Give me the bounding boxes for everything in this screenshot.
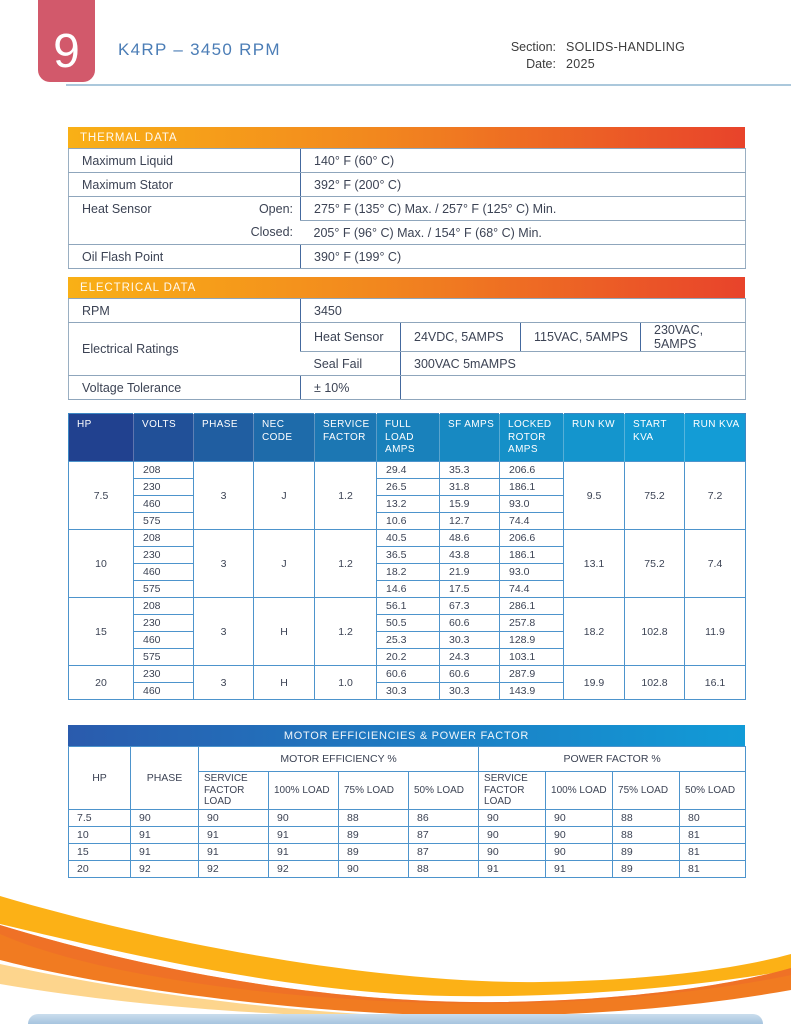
value-cell: 89 — [339, 826, 409, 843]
locked-rotor-amps-cell: 286.1 — [500, 598, 564, 615]
sf-amps-cell: 24.3 — [440, 649, 500, 666]
sub-column-header: SERVICE FACTOR LOAD — [479, 772, 546, 810]
column-header: FULL LOAD AMPS — [377, 414, 440, 462]
page-number-badge — [38, 0, 95, 82]
table-row — [69, 323, 746, 352]
value-cell: 90 — [546, 809, 613, 826]
volts-cell: 575 — [134, 649, 194, 666]
electrical-data-table — [68, 298, 746, 400]
sub-column-header: 50% LOAD — [680, 772, 746, 810]
value-cell: 90 — [479, 826, 546, 843]
seal-fail-label-cell: Seal Fail — [301, 352, 401, 376]
value-cell: ± 10% — [301, 376, 401, 400]
sf-amps-cell: 60.6 — [440, 666, 500, 683]
value-cell: 91 — [479, 860, 546, 877]
service-factor-cell: 1.2 — [315, 462, 377, 530]
value-cell: 81 — [680, 860, 746, 877]
full-load-amps-cell: 30.3 — [377, 683, 440, 700]
run-kva-cell: 16.1 — [685, 666, 746, 700]
phase-cell: 3 — [194, 666, 254, 700]
volts-cell: 208 — [134, 462, 194, 479]
column-header: RUN KVA — [685, 414, 746, 462]
start-kva-cell: 102.8 — [625, 598, 685, 666]
value-cell: 88 — [409, 860, 479, 877]
locked-rotor-amps-cell: 186.1 — [500, 547, 564, 564]
run-kw-cell: 18.2 — [564, 598, 625, 666]
value-cell: 89 — [339, 843, 409, 860]
closed-label: Closed: — [250, 225, 293, 239]
efficiency-table — [68, 746, 746, 878]
table-row — [69, 149, 746, 173]
table-row — [69, 666, 746, 683]
full-load-amps-cell: 36.5 — [377, 547, 440, 564]
heat-sensor-label-cell: Heat Sensor — [301, 323, 401, 352]
locked-rotor-amps-cell: 186.1 — [500, 479, 564, 496]
value-cell: 91 — [199, 843, 269, 860]
locked-rotor-amps-cell: 74.4 — [500, 581, 564, 598]
table-row — [69, 299, 746, 323]
motor-efficiency-group-header: MOTOR EFFICIENCY % — [199, 747, 479, 772]
table-row — [69, 826, 746, 843]
value-cell: 92 — [199, 860, 269, 877]
footer-blue-bar — [28, 1014, 763, 1024]
table-row — [69, 197, 746, 221]
full-load-amps-cell: 10.6 — [377, 513, 440, 530]
volts-cell: 230 — [134, 547, 194, 564]
table-row — [69, 530, 746, 547]
value-cell: 392° F (200° C) — [301, 173, 746, 197]
column-header: NEC CODE — [254, 414, 315, 462]
table-row — [69, 462, 746, 479]
empty-cell — [401, 376, 746, 400]
sub-column-header: 100% LOAD — [546, 772, 613, 810]
sub-column-header: 75% LOAD — [613, 772, 680, 810]
document-meta — [498, 40, 685, 71]
volts-cell: 575 — [134, 513, 194, 530]
run-kva-cell: 11.9 — [685, 598, 746, 666]
header-row — [69, 414, 746, 462]
value-cell: 89 — [613, 843, 680, 860]
nec-code-cell: J — [254, 462, 315, 530]
locked-rotor-amps-cell: 74.4 — [500, 513, 564, 530]
value-cell: 90 — [199, 809, 269, 826]
volts-cell: 460 — [134, 632, 194, 649]
phase-cell: 3 — [194, 462, 254, 530]
phase-cell: 3 — [194, 598, 254, 666]
value-cell: 91 — [131, 843, 199, 860]
section-value: SOLIDS-HANDLING — [566, 40, 686, 54]
value-cell: 91 — [131, 826, 199, 843]
sf-amps-cell: 31.8 — [440, 479, 500, 496]
page-title: K4RP – 3450 RPM — [118, 40, 281, 59]
full-load-amps-cell: 29.4 — [377, 462, 440, 479]
value-cell: 80 — [680, 809, 746, 826]
value-cell: 92 — [131, 860, 199, 877]
label-cell: Voltage Tolerance — [69, 376, 301, 400]
label-cell: Maximum Stator — [69, 173, 301, 197]
locked-rotor-amps-cell: 287.9 — [500, 666, 564, 683]
date-value: 2025 — [566, 57, 596, 71]
value-cell: 390° F (199° C) — [301, 245, 746, 269]
hp-cell: 15 — [69, 843, 131, 860]
sf-amps-cell: 15.9 — [440, 496, 500, 513]
table-row — [69, 809, 746, 826]
full-load-amps-cell: 14.6 — [377, 581, 440, 598]
volts-cell: 230 — [134, 479, 194, 496]
volts-cell: 460 — [134, 496, 194, 513]
value-cell: 115VAC, 5AMPS — [521, 323, 641, 352]
table-row — [69, 843, 746, 860]
table-row — [69, 376, 746, 400]
run-kva-cell: 7.2 — [685, 462, 746, 530]
sf-amps-cell: 30.3 — [440, 632, 500, 649]
volts-cell: 230 — [134, 615, 194, 632]
run-kw-cell: 13.1 — [564, 530, 625, 598]
nec-code-cell: J — [254, 530, 315, 598]
full-load-amps-cell: 26.5 — [377, 479, 440, 496]
heat-sensor-label-cell — [69, 197, 301, 245]
value-cell: 3450 — [301, 299, 746, 323]
column-header: SF AMPS — [440, 414, 500, 462]
efficiency-section — [68, 725, 745, 878]
hp-cell: 15 — [69, 598, 134, 666]
volts-cell: 208 — [134, 598, 194, 615]
hp-cell: 7.5 — [69, 462, 134, 530]
sub-column-header: SERVICE FACTOR LOAD — [199, 772, 269, 810]
service-factor-cell: 1.0 — [315, 666, 377, 700]
value-cell: 24VDC, 5AMPS — [401, 323, 521, 352]
value-cell: 230VAC, 5AMPS — [641, 323, 746, 352]
locked-rotor-amps-cell: 93.0 — [500, 496, 564, 513]
value-cell: 90 — [479, 809, 546, 826]
value-cell: 90 — [546, 843, 613, 860]
full-load-amps-cell: 18.2 — [377, 564, 440, 581]
start-kva-cell: 75.2 — [625, 462, 685, 530]
value-cell: 86 — [409, 809, 479, 826]
efficiency-table-header: MOTOR EFFICIENCIES & POWER FACTOR — [68, 725, 745, 746]
hp-cell: 20 — [69, 860, 131, 877]
thermal-data-section — [68, 127, 745, 269]
sf-amps-cell: 21.9 — [440, 564, 500, 581]
value-cell: 87 — [409, 843, 479, 860]
sub-column-header: 50% LOAD — [409, 772, 479, 810]
thermal-data-header: THERMAL DATA — [68, 127, 745, 148]
hp-cell: 10 — [69, 826, 131, 843]
start-kva-cell: 102.8 — [625, 666, 685, 700]
value-cell: 89 — [613, 860, 680, 877]
value-cell: 87 — [409, 826, 479, 843]
nec-code-cell: H — [254, 598, 315, 666]
service-factor-cell: 1.2 — [315, 598, 377, 666]
hp-cell: 7.5 — [69, 809, 131, 826]
hp-cell: 20 — [69, 666, 134, 700]
column-header: VOLTS — [134, 414, 194, 462]
heat-sensor-label: Heat Sensor — [82, 201, 152, 216]
value-cell: 90 — [269, 809, 339, 826]
column-header: RUN KW — [564, 414, 625, 462]
value-cell: 81 — [680, 826, 746, 843]
volts-cell: 460 — [134, 564, 194, 581]
label-cell: RPM — [69, 299, 301, 323]
value-cell: 88 — [339, 809, 409, 826]
value-cell: 91 — [269, 843, 339, 860]
power-factor-group-header: POWER FACTOR % — [479, 747, 746, 772]
full-load-amps-cell: 56.1 — [377, 598, 440, 615]
volts-cell: 230 — [134, 666, 194, 683]
efficiency-table-head — [69, 747, 746, 810]
motor-table-header — [69, 414, 746, 462]
locked-rotor-amps-cell: 206.6 — [500, 462, 564, 479]
footer-swoosh-graphic — [0, 872, 791, 1017]
header-divider — [66, 84, 791, 86]
hp-cell: 10 — [69, 530, 134, 598]
full-load-amps-cell: 60.6 — [377, 666, 440, 683]
start-kva-cell: 75.2 — [625, 530, 685, 598]
value-cell: 90 — [131, 809, 199, 826]
locked-rotor-amps-cell: 128.9 — [500, 632, 564, 649]
run-kw-cell: 19.9 — [564, 666, 625, 700]
sf-amps-cell: 35.3 — [440, 462, 500, 479]
sf-amps-cell: 60.6 — [440, 615, 500, 632]
table-row — [69, 245, 746, 269]
table-row — [69, 173, 746, 197]
nec-code-cell: H — [254, 666, 315, 700]
motor-ratings-section — [68, 413, 745, 700]
value-cell: 90 — [339, 860, 409, 877]
sf-amps-cell: 67.3 — [440, 598, 500, 615]
full-load-amps-cell: 25.3 — [377, 632, 440, 649]
sf-amps-cell: 30.3 — [440, 683, 500, 700]
volts-cell: 208 — [134, 530, 194, 547]
column-header: HP — [69, 414, 134, 462]
column-header: START KVA — [625, 414, 685, 462]
value-cell: 88 — [613, 809, 680, 826]
phase-cell: 3 — [194, 530, 254, 598]
sf-amps-cell: 43.8 — [440, 547, 500, 564]
label-cell: Electrical Ratings — [69, 323, 301, 376]
page-number: 9 — [53, 25, 80, 78]
column-header: LOCKED ROTOR AMPS — [500, 414, 564, 462]
value-cell: 140° F (60° C) — [301, 149, 746, 173]
sub-column-header: 75% LOAD — [339, 772, 409, 810]
locked-rotor-amps-cell: 103.1 — [500, 649, 564, 666]
run-kw-cell: 9.5 — [564, 462, 625, 530]
section-label: Section: — [510, 40, 556, 54]
value-cell: 91 — [199, 826, 269, 843]
value-cell: 92 — [269, 860, 339, 877]
column-header: PHASE — [194, 414, 254, 462]
volts-cell: 460 — [134, 683, 194, 700]
full-load-amps-cell: 13.2 — [377, 496, 440, 513]
run-kva-cell: 7.4 — [685, 530, 746, 598]
value-cell: 90 — [479, 843, 546, 860]
value-cell: 205° F (96° C) Max. / 154° F (68° C) Min. — [301, 221, 746, 245]
electrical-data-header: ELECTRICAL DATA — [68, 277, 745, 298]
sf-amps-cell: 17.5 — [440, 581, 500, 598]
date-label: Date: — [526, 57, 556, 71]
sf-amps-cell: 48.6 — [440, 530, 500, 547]
header-row — [69, 747, 746, 772]
full-load-amps-cell: 50.5 — [377, 615, 440, 632]
value-cell: 90 — [546, 826, 613, 843]
locked-rotor-amps-cell: 206.6 — [500, 530, 564, 547]
value-cell: 81 — [680, 843, 746, 860]
sub-column-header: 100% LOAD — [269, 772, 339, 810]
thermal-data-table — [68, 148, 746, 269]
motor-ratings-table — [68, 413, 746, 700]
hp-column-header: HP — [69, 747, 131, 810]
column-header: SERVICE FACTOR — [315, 414, 377, 462]
electrical-data-section — [68, 277, 745, 400]
phase-column-header: PHASE — [131, 747, 199, 810]
locked-rotor-amps-cell: 257.8 — [500, 615, 564, 632]
service-factor-cell: 1.2 — [315, 530, 377, 598]
sf-amps-cell: 12.7 — [440, 513, 500, 530]
table-row — [69, 598, 746, 615]
label-cell: Oil Flash Point — [69, 245, 301, 269]
value-cell: 275° F (135° C) Max. / 257° F (125° C) Min. — [301, 197, 746, 221]
value-cell: 88 — [613, 826, 680, 843]
open-label: Open: — [258, 201, 293, 216]
value-cell: 91 — [269, 826, 339, 843]
locked-rotor-amps-cell: 93.0 — [500, 564, 564, 581]
full-load-amps-cell: 20.2 — [377, 649, 440, 666]
value-cell: 300VAC 5mAMPS — [401, 352, 746, 376]
label-cell: Maximum Liquid — [69, 149, 301, 173]
volts-cell: 575 — [134, 581, 194, 598]
full-load-amps-cell: 40.5 — [377, 530, 440, 547]
locked-rotor-amps-cell: 143.9 — [500, 683, 564, 700]
value-cell: 91 — [546, 860, 613, 877]
